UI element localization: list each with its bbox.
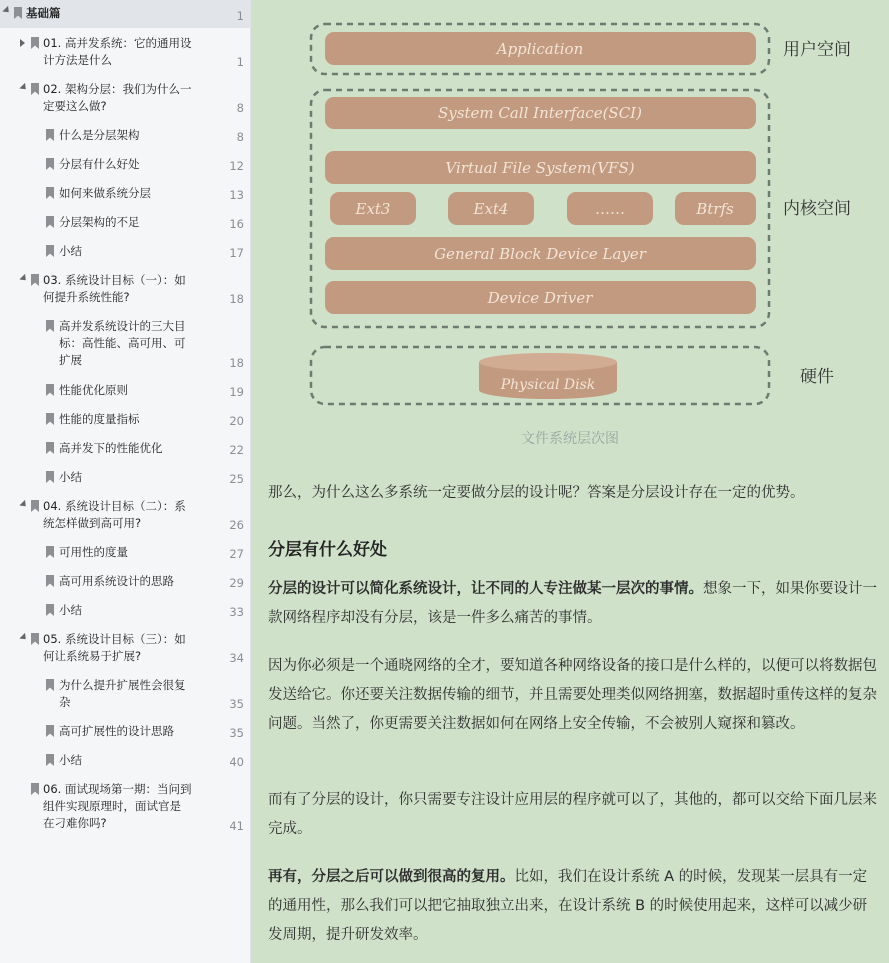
toc-item-label: 分层架构的不足 — [59, 215, 140, 229]
toc-chapter-item[interactable] — [0, 624, 250, 670]
toc-section-item[interactable] — [0, 716, 250, 745]
toc-item-label: 基础篇 — [26, 6, 61, 20]
toc-item-label: 小结 — [59, 603, 82, 617]
toc-item-label: 小结 — [59, 470, 82, 484]
toc-page-number: 18 — [229, 356, 244, 370]
toc-item-label: 01. 高并发系统：它的通用设计方法是什么 — [43, 36, 192, 67]
toc-section-item[interactable] — [0, 311, 250, 375]
expand-arrow-icon[interactable] — [19, 274, 28, 283]
bookmark-icon — [31, 633, 39, 645]
toc-page-number: 17 — [229, 246, 244, 260]
toc-section-item[interactable] — [0, 149, 250, 178]
toc-section-item[interactable] — [0, 745, 250, 774]
paragraph-3: 因为你必须是一个通晓网络的全才，要知道各种网络设备的接口是什么样的，以便可以将数据包发送给它。你还要关注数据传输的细节，并且需要处理类似网络拥塞，数据超时重传这样的复杂问题。当然了，你更需要关注数据如何在网络上安全传输，不会被别人窥探和篡改。 — [268, 658, 877, 732]
toc-chapter-item[interactable] — [0, 491, 250, 537]
toc-page-number: 35 — [229, 697, 244, 711]
toc-page-number: 29 — [229, 576, 244, 590]
expand-arrow-icon[interactable] — [19, 633, 28, 642]
bookmark-icon — [46, 679, 54, 691]
paragraph-5-text: 比如，我们在设计系统 A 的时候，发现某一层具有一定的通用性，那么我们可以把它抽取独立出来，在设计系统 B 的时候使用起来，这样可以减少研发周期，提升研发效率。 — [268, 869, 868, 943]
toc-section-item[interactable] — [0, 566, 250, 595]
bookmark-icon — [31, 83, 39, 95]
bookmark-icon — [46, 471, 54, 483]
toc-section-item[interactable] — [0, 433, 250, 462]
toc-page-number: 34 — [229, 651, 244, 665]
bookmark-icon — [46, 320, 54, 332]
toc-item-label: 为什么提升扩展性会很复杂 — [59, 678, 186, 709]
fs-box-ellipsis — [567, 192, 653, 225]
paragraph-5-emphasis: 再有，分层之后可以做到很高的复用。 — [268, 869, 515, 885]
physical-disk-cylinder — [479, 353, 617, 399]
toc-page-number: 22 — [229, 443, 244, 457]
toc-item-label: 04. 系统设计目标（二）：系统怎样做到高可用? — [43, 499, 186, 530]
bookmark-icon — [46, 604, 54, 616]
collapse-arrow-icon[interactable] — [20, 39, 25, 47]
figure-caption: 文件系统层次图 — [521, 431, 619, 447]
layer-block-device — [325, 237, 756, 270]
bookmark-icon — [46, 413, 54, 425]
bookmark-icon — [31, 274, 39, 286]
svg-text:System Call Interface(SCI): System Call Interface(SCI) — [438, 104, 642, 122]
layer-device-driver — [325, 281, 756, 314]
toc-page-number: 33 — [229, 605, 244, 619]
toc-page-number: 13 — [229, 188, 244, 202]
fs-box-btrfs — [675, 192, 756, 225]
toc-section-item[interactable] — [0, 178, 250, 207]
toc-section-item[interactable] — [0, 375, 250, 404]
toc-item-label: 分层有什么好处 — [59, 157, 140, 171]
toc-section-item[interactable] — [0, 462, 250, 491]
toc-page-number: 1 — [236, 55, 244, 69]
toc-section-item[interactable] — [0, 120, 250, 149]
toc-page-number: 41 — [229, 819, 244, 833]
bookmark-icon — [46, 216, 54, 228]
toc-section-item[interactable] — [0, 236, 250, 265]
paragraph-4: 而有了分层的设计，你只需要专注设计应用层的程序就可以了，其他的，都可以交给下面几层来完成。 — [268, 792, 877, 837]
paragraph-2-emphasis: 分层的设计可以简化系统设计，让不同的人专注做某一层次的事情。 — [268, 581, 703, 597]
bookmark-icon — [46, 129, 54, 141]
bookmark-icon — [46, 575, 54, 587]
fs-box-ext3 — [330, 192, 416, 225]
fs-box-ext4 — [448, 192, 534, 225]
paragraph-2-text: 想象一下，如果你要设计一款网络程序却没有分层，该是一件多么痛苦的事情。 — [268, 581, 877, 626]
hardware-label: 硬件 — [800, 367, 834, 387]
svg-text:Virtual File System(VFS): Virtual File System(VFS) — [445, 159, 635, 177]
svg-text:Ext4: Ext4 — [473, 200, 509, 218]
layer-vfs — [325, 151, 756, 184]
toc-root-item[interactable] — [0, 0, 250, 28]
bookmark-icon — [31, 37, 39, 49]
toc-page-number: 1 — [236, 9, 244, 23]
user-space-label: 用户空间 — [783, 40, 851, 60]
document-page — [251, 0, 889, 963]
svg-text:Physical Disk: Physical Disk — [500, 377, 596, 393]
svg-text:……: …… — [595, 200, 625, 218]
expand-arrow-icon[interactable] — [19, 500, 28, 509]
expand-arrow-icon[interactable] — [2, 6, 11, 15]
toc-page-number: 40 — [229, 755, 244, 769]
bookmark-icon — [46, 754, 54, 766]
bookmark-icon — [46, 245, 54, 257]
toc-item-label: 05. 系统设计目标（三）：如何让系统易于扩展? — [43, 632, 186, 663]
toc-item-label: 性能优化原则 — [59, 383, 128, 397]
toc-item-label: 如何来做系统分层 — [59, 186, 151, 200]
toc-chapter-item[interactable] — [0, 774, 250, 838]
toc-item-label: 高并发下的性能优化 — [59, 441, 163, 455]
toc-sidebar — [0, 0, 251, 963]
bookmark-icon — [46, 442, 54, 454]
toc-chapter-item[interactable] — [0, 28, 250, 74]
svg-text:Application: Application — [496, 40, 584, 58]
toc-page-number: 26 — [229, 518, 244, 532]
toc-item-label: 高可扩展性的设计思路 — [59, 724, 174, 738]
svg-text:Ext3: Ext3 — [355, 200, 391, 218]
toc-chapter-item[interactable] — [0, 265, 250, 311]
toc-item-label: 性能的度量指标 — [59, 412, 140, 426]
filesystem-layer-diagram — [251, 0, 889, 460]
svg-text:Btrfs: Btrfs — [696, 200, 734, 218]
bookmark-icon — [46, 158, 54, 170]
toc-item-label: 什么是分层架构 — [59, 128, 140, 142]
bookmark-icon — [31, 500, 39, 512]
bookmark-icon — [46, 384, 54, 396]
paragraph-1: 那么，为什么这么多系统一定要做分层的设计呢？答案是分层设计存在一定的优势。 — [268, 485, 805, 501]
toc-page-number: 8 — [236, 130, 244, 144]
toc-item-label: 小结 — [59, 244, 82, 258]
paragraph-2 — [268, 575, 880, 633]
kernel-space-label: 内核空间 — [783, 199, 851, 219]
section-heading: 分层有什么好处 — [268, 540, 387, 560]
toc-section-item[interactable] — [0, 595, 250, 624]
paragraph-5 — [268, 863, 880, 950]
toc-page-number: 19 — [229, 385, 244, 399]
toc-page-number: 35 — [229, 726, 244, 740]
toc-page-number: 16 — [229, 217, 244, 231]
toc-item-label: 02. 架构分层：我们为什么一定要这么做? — [43, 82, 192, 113]
bookmark-icon — [31, 783, 39, 795]
layer-sci — [325, 97, 756, 129]
toc-item-label: 03. 系统设计目标（一）：如何提升系统性能? — [43, 273, 186, 304]
toc-item-label: 高可用系统设计的思路 — [59, 574, 174, 588]
bookmark-icon — [46, 187, 54, 199]
toc-page-number: 18 — [229, 292, 244, 306]
toc-page-number: 27 — [229, 547, 244, 561]
toc-item-label: 小结 — [59, 753, 82, 767]
toc-page-number: 20 — [229, 414, 244, 428]
toc-page-number: 8 — [236, 101, 244, 115]
toc-item-label: 高并发系统设计的三大目标：高性能、高可用、可扩展 — [59, 319, 186, 367]
toc-page-number: 25 — [229, 472, 244, 486]
toc-item-label: 可用性的度量 — [59, 545, 128, 559]
bookmark-icon — [46, 725, 54, 737]
toc-page-number: 12 — [229, 159, 244, 173]
bookmark-icon — [46, 546, 54, 558]
bookmark-icon — [14, 7, 22, 19]
toc-section-item[interactable] — [0, 207, 250, 236]
toc-chapter-item[interactable] — [0, 74, 250, 120]
toc-section-item[interactable] — [0, 404, 250, 433]
toc-section-item[interactable] — [0, 537, 250, 566]
toc-section-item[interactable] — [0, 670, 250, 716]
layer-application — [325, 32, 756, 65]
svg-text:Device Driver: Device Driver — [487, 289, 593, 307]
expand-arrow-icon[interactable] — [19, 83, 28, 92]
svg-text:General Block Device Layer: General Block Device Layer — [434, 245, 646, 263]
toc-item-label: 06. 面试现场第一期：当问到组件实现原理时，面试官是在刁难你吗? — [43, 782, 192, 830]
